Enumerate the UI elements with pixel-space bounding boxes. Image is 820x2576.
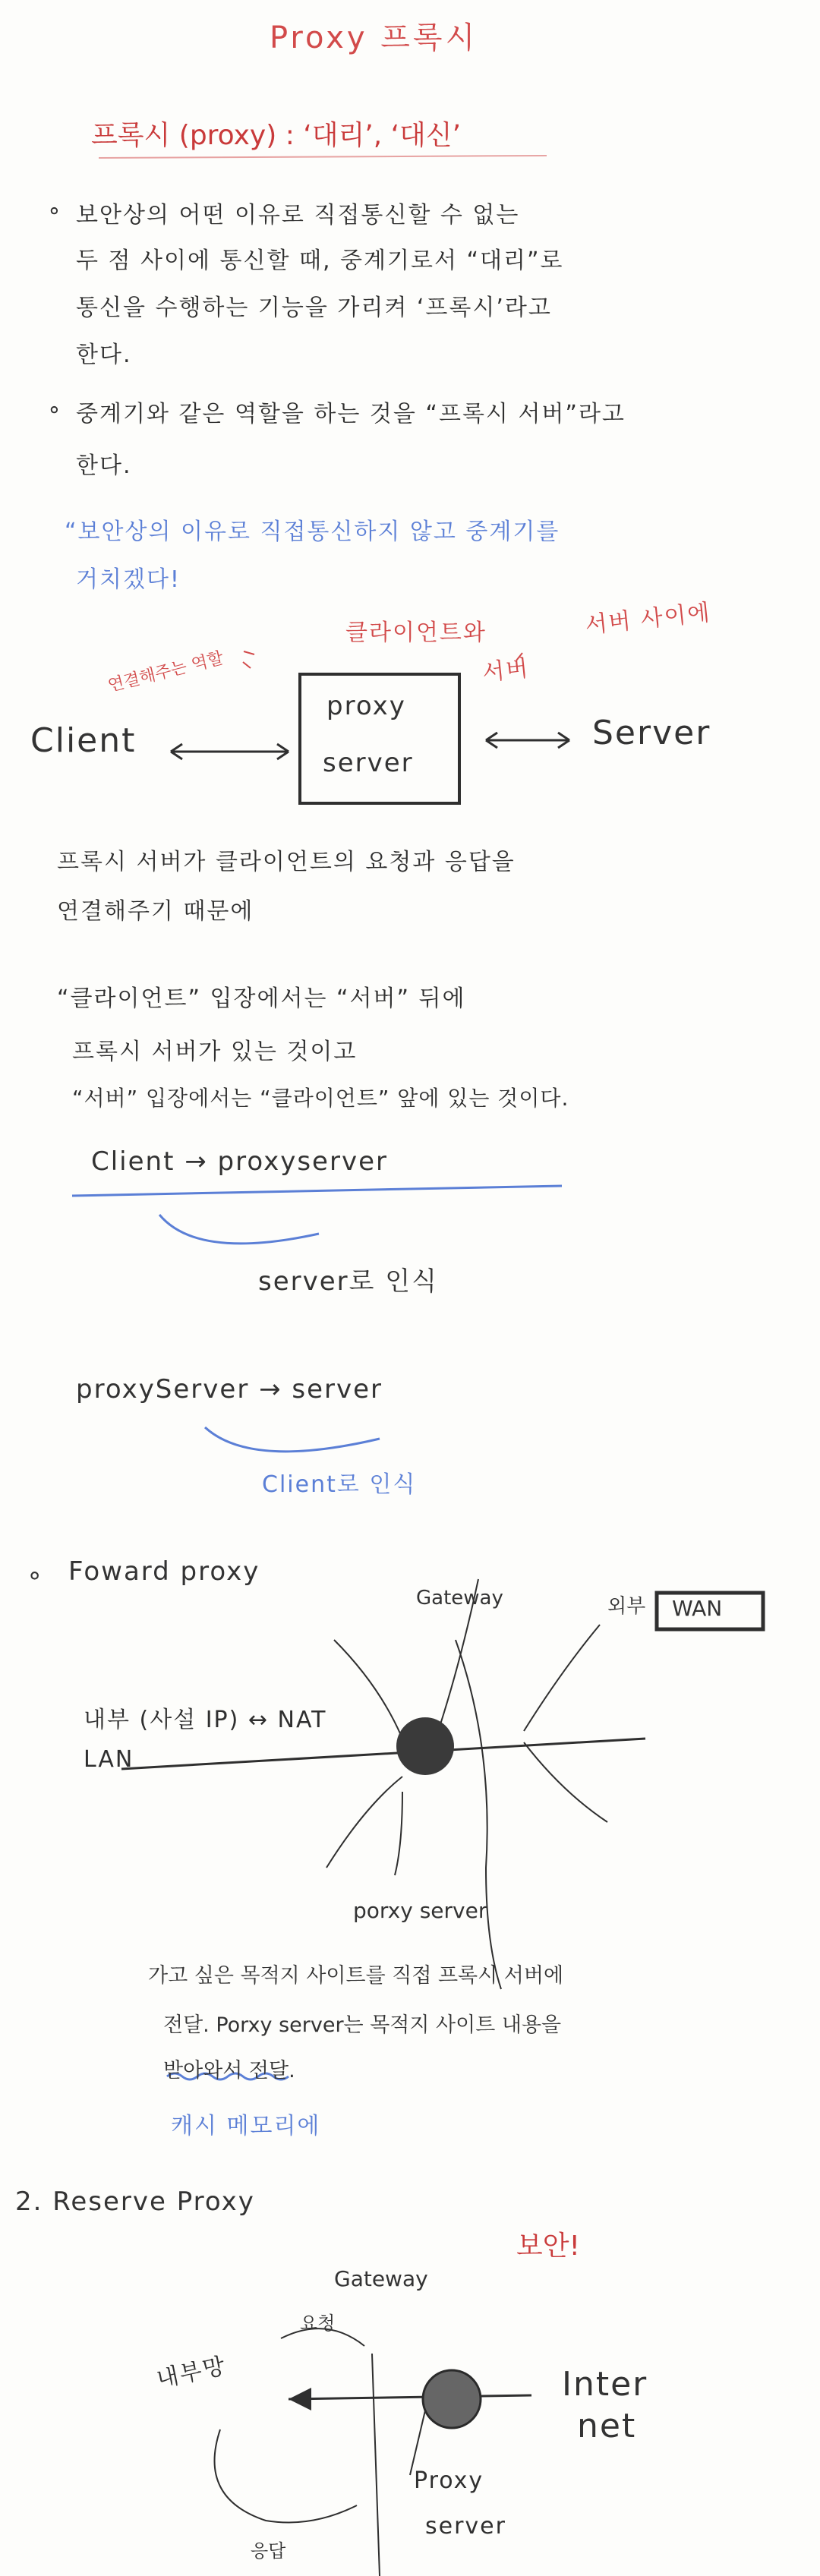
reverse-request: 요청 — [300, 2313, 336, 2334]
flow2-text: proxyServer → server — [76, 1374, 383, 1405]
bullet1-line1: 보안상의 어떤 이유로 직접통신할 수 없는 — [76, 202, 520, 229]
forward-internal1: 내부 (사설 IP) ↔ NAT — [84, 1707, 327, 1733]
bullet-dot: ∘ — [47, 396, 63, 423]
forward-internal2: LAN — [84, 1746, 134, 1773]
explanation-line1: 프록시 서버가 클라이언트의 요청과 응답을 — [57, 849, 516, 875]
reverse-proxy-node — [423, 2370, 481, 2428]
reverse-response: 응답 — [251, 2540, 286, 2562]
blue-note-line2: 거치겠다! — [76, 566, 181, 593]
diagram1-note-left: 연결해주는 역할 — [106, 648, 226, 696]
forward-external: 외부 — [607, 1595, 646, 1618]
reverse-proxy1: Proxy — [414, 2467, 484, 2494]
explanation-line3: “클라이언트” 입장에서는 “서버” 뒤에 — [57, 985, 466, 1012]
blue-note-line1: “보안상의 이유로 직접통신하지 않고 중계기를 — [65, 519, 560, 545]
bullet-dot: ∘ — [47, 197, 63, 224]
server-label: Server — [592, 714, 711, 752]
flow2-curve — [205, 1427, 380, 1452]
forward-proxy-node — [396, 1717, 454, 1775]
page-title: Proxy 프록시 — [270, 20, 478, 55]
bullet2-line1: 중계기와 같은 역할을 하는 것을 “프록시 서버”라고 — [76, 401, 626, 427]
forward-desc-line3: 받아와서 전달. — [163, 2059, 295, 2083]
bullet-dot: ∘ — [27, 1560, 45, 1591]
reverse-proxy2: server — [425, 2513, 506, 2540]
forward-desc-line1: 가고 싶은 목적지 사이트를 직접 프록시 서버에 — [148, 1964, 564, 1988]
flow1-curve — [159, 1215, 319, 1244]
reverse-internal-net: 내부망 — [154, 2352, 229, 2394]
proxy-box-line1: proxy — [326, 691, 406, 721]
reverse-security: 보안! — [516, 2231, 580, 2262]
forward-proxy-label: porxy server — [353, 1898, 487, 1923]
flow1-text: Client → proxyserver — [91, 1146, 388, 1177]
reverse-gateway: Gateway — [334, 2266, 428, 2291]
flow1-note: server로 인식 — [258, 1266, 438, 1297]
definition-heading: 프록시 (proxy) : ‘대리’, ‘대신’ — [91, 120, 462, 151]
flow2-note: Client로 인식 — [262, 1471, 417, 1498]
diagram1-note-top: 클라이언트와 — [345, 620, 487, 646]
forward-wan: WAN — [672, 1596, 723, 1621]
forward-heading: Foward proxy — [68, 1556, 260, 1587]
bullet1-line3: 통신을 수행하는 기능을 가리켜 ‘프록시’라고 — [76, 295, 552, 321]
reverse-heading: 2. Reserve Proxy — [15, 2187, 255, 2217]
reverse-internet2: net — [577, 2407, 637, 2445]
bullet2-line2: 한다. — [76, 452, 132, 479]
forward-desc-line2: 전달. Porxy server는 목적지 사이트 내용을 — [163, 2013, 562, 2037]
explanation-line4: 프록시 서버가 있는 것이고 — [72, 1039, 358, 1065]
reverse-main-line — [289, 2395, 531, 2399]
forward-gateway: Gateway — [416, 1587, 503, 1610]
proxy-box-line2: server — [323, 748, 414, 778]
reverse-internet1: Inter — [562, 2365, 648, 2404]
heading-underline — [99, 156, 547, 158]
forward-cache-note: 캐시 메모리에 — [171, 2113, 321, 2139]
lan-wan-line — [121, 1739, 645, 1769]
explanation-line2: 연결해주기 때문에 — [57, 898, 254, 925]
bullet1-line4: 한다. — [76, 342, 132, 368]
client-label: Client — [30, 721, 137, 760]
flow1-underline — [72, 1186, 562, 1196]
diagram1-note-right2: 서버 — [481, 654, 531, 687]
bullet1-line2: 두 점 사이에 통신할 때, 중계기로서 “대리”로 — [76, 248, 564, 274]
explanation-line5: “서버” 입장에서는 “클라이언트” 앞에 있는 것이다. — [72, 1086, 569, 1111]
diagram1-note-right1: 서버 사이에 — [583, 599, 713, 639]
